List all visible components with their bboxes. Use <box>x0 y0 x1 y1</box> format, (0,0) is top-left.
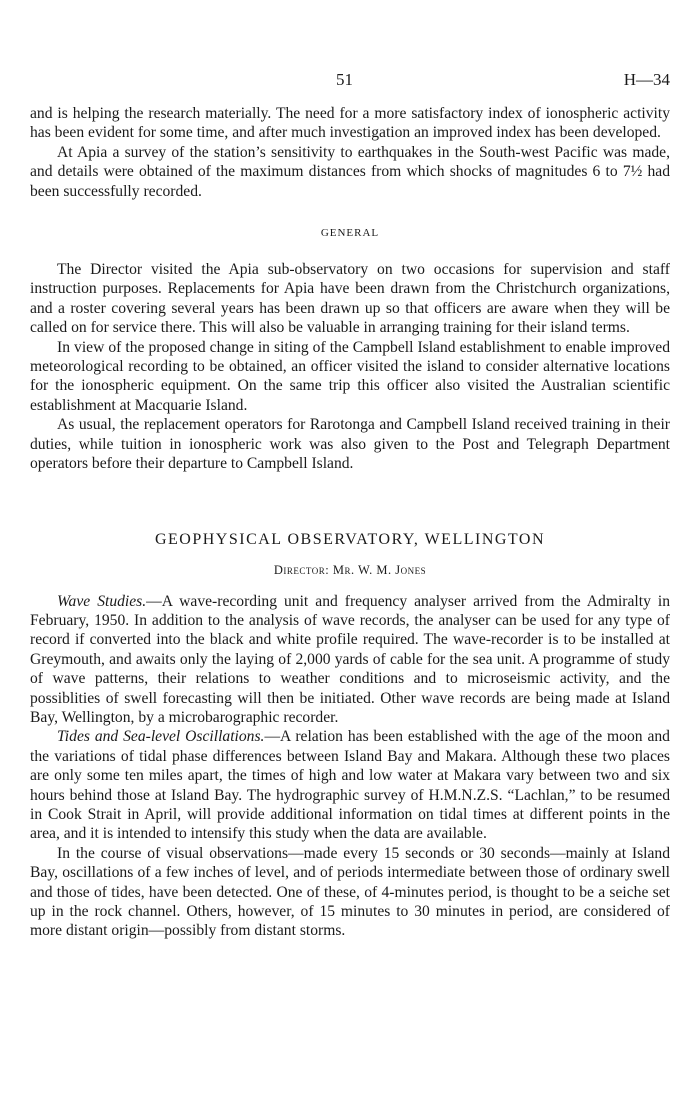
wave-studies-title: Wave Studies. <box>57 592 147 610</box>
paragraph-wave-studies <box>30 592 670 728</box>
tides-title: Tides and Sea-level Oscillations. <box>57 728 265 746</box>
wave-studies-text: —A wave-recording unit and frequency analyser arrived from the Admiralty in February, 1950. In addition to the analysis of wave records, the analyser can be used for any type of record if converted into the black and white profile required. The wave-recorder is to be installed at Greymouth, and awaits only the laying of 2,000 yards of cable for the sea unit. A programme of study of wave patterns, their relations to weather conditions and to microseismic activity, and the possiblities of swell forecasting will then be initiated. Other wave records are being made at Island Bay, Wellington, by a microbarographic recorder. <box>30 592 670 726</box>
page-body <box>30 104 670 941</box>
general-heading: GENERAL <box>320 227 380 240</box>
paragraph-continuation: and is helping the research materially. The need for a more satisfactory index of ionospheric activity has been evident for some time, and after much investigation an improved index has been developed. <box>30 105 670 142</box>
tides-text: —A relation has been established with the age of the moon and the variations of tidal phase differences between Island Bay and Makara. Although these two places are only some ten miles apart, the times of high and low water at Makara vary between two and six hours behind those at Island Bay. The hydrographic survey of H.M.N.Z.S. “Lachlan,” to be resumed in Cook Strait in April, will provide additional information on tidal times at different points in the area, and it is intended to intensify this study when the data are available. <box>30 728 670 843</box>
director-line: Director: Mr. W. M. Jones <box>273 562 427 577</box>
section-heading: GEOPHYSICAL OBSERVATORY, WELLINGTON <box>154 530 546 548</box>
page-number: 51 <box>336 70 353 89</box>
paragraph-tides <box>30 727 670 843</box>
paragraph-visual-observations: In the course of visual observations—made every 15 seconds or 30 seconds—mainly at Island Bay, oscillations of a few inches of level, and of periods intermediate between those of ordinary swell and those of tides, have been detected. One of these, of 4-minutes period, is thought to be a seiche set up in the rock channel. Others, however, of 15 minutes to 30 minutes in period, are considered of more distant origin—possibly from distant storms. <box>30 844 670 940</box>
document-code: H—34 <box>623 70 670 89</box>
paragraph-replacement-operators: As usual, the replacement operators for Rarotonga and Campbell Island received training in their duties, while tuition in ionospheric work was also given to the Post and Telegraph Department operators before their departure to Campbell Island. <box>30 416 670 473</box>
paragraph-campbell-island: In view of the proposed change in siting of the Campbell Island establishment to enable improved meteorological recording to be obtained, an officer visited the island to consider alternative locations for the ionospheric equipment. On the same trip this officer also visited the Australian scientific establishment at Macquarie Island. <box>30 338 670 414</box>
paragraph-director-visit: The Director visited the Apia sub-observatory on two occasions for supervision and staff instruction purposes. Replacements for Apia have been drawn from the Christchurch organizations, and a roster covering several years has been drawn up so that officers are aware when they will be called on for service there. This will also be valuable in arranging training for their island terms. <box>30 261 670 337</box>
paragraph-apia-survey: At Apia a survey of the station’s sensitivity to earthquakes in the South-west Pacific was made, and details were obtained of the maximum distances from which shocks of magnitudes 6 to 7½ had been successfully recorded. <box>30 143 670 200</box>
